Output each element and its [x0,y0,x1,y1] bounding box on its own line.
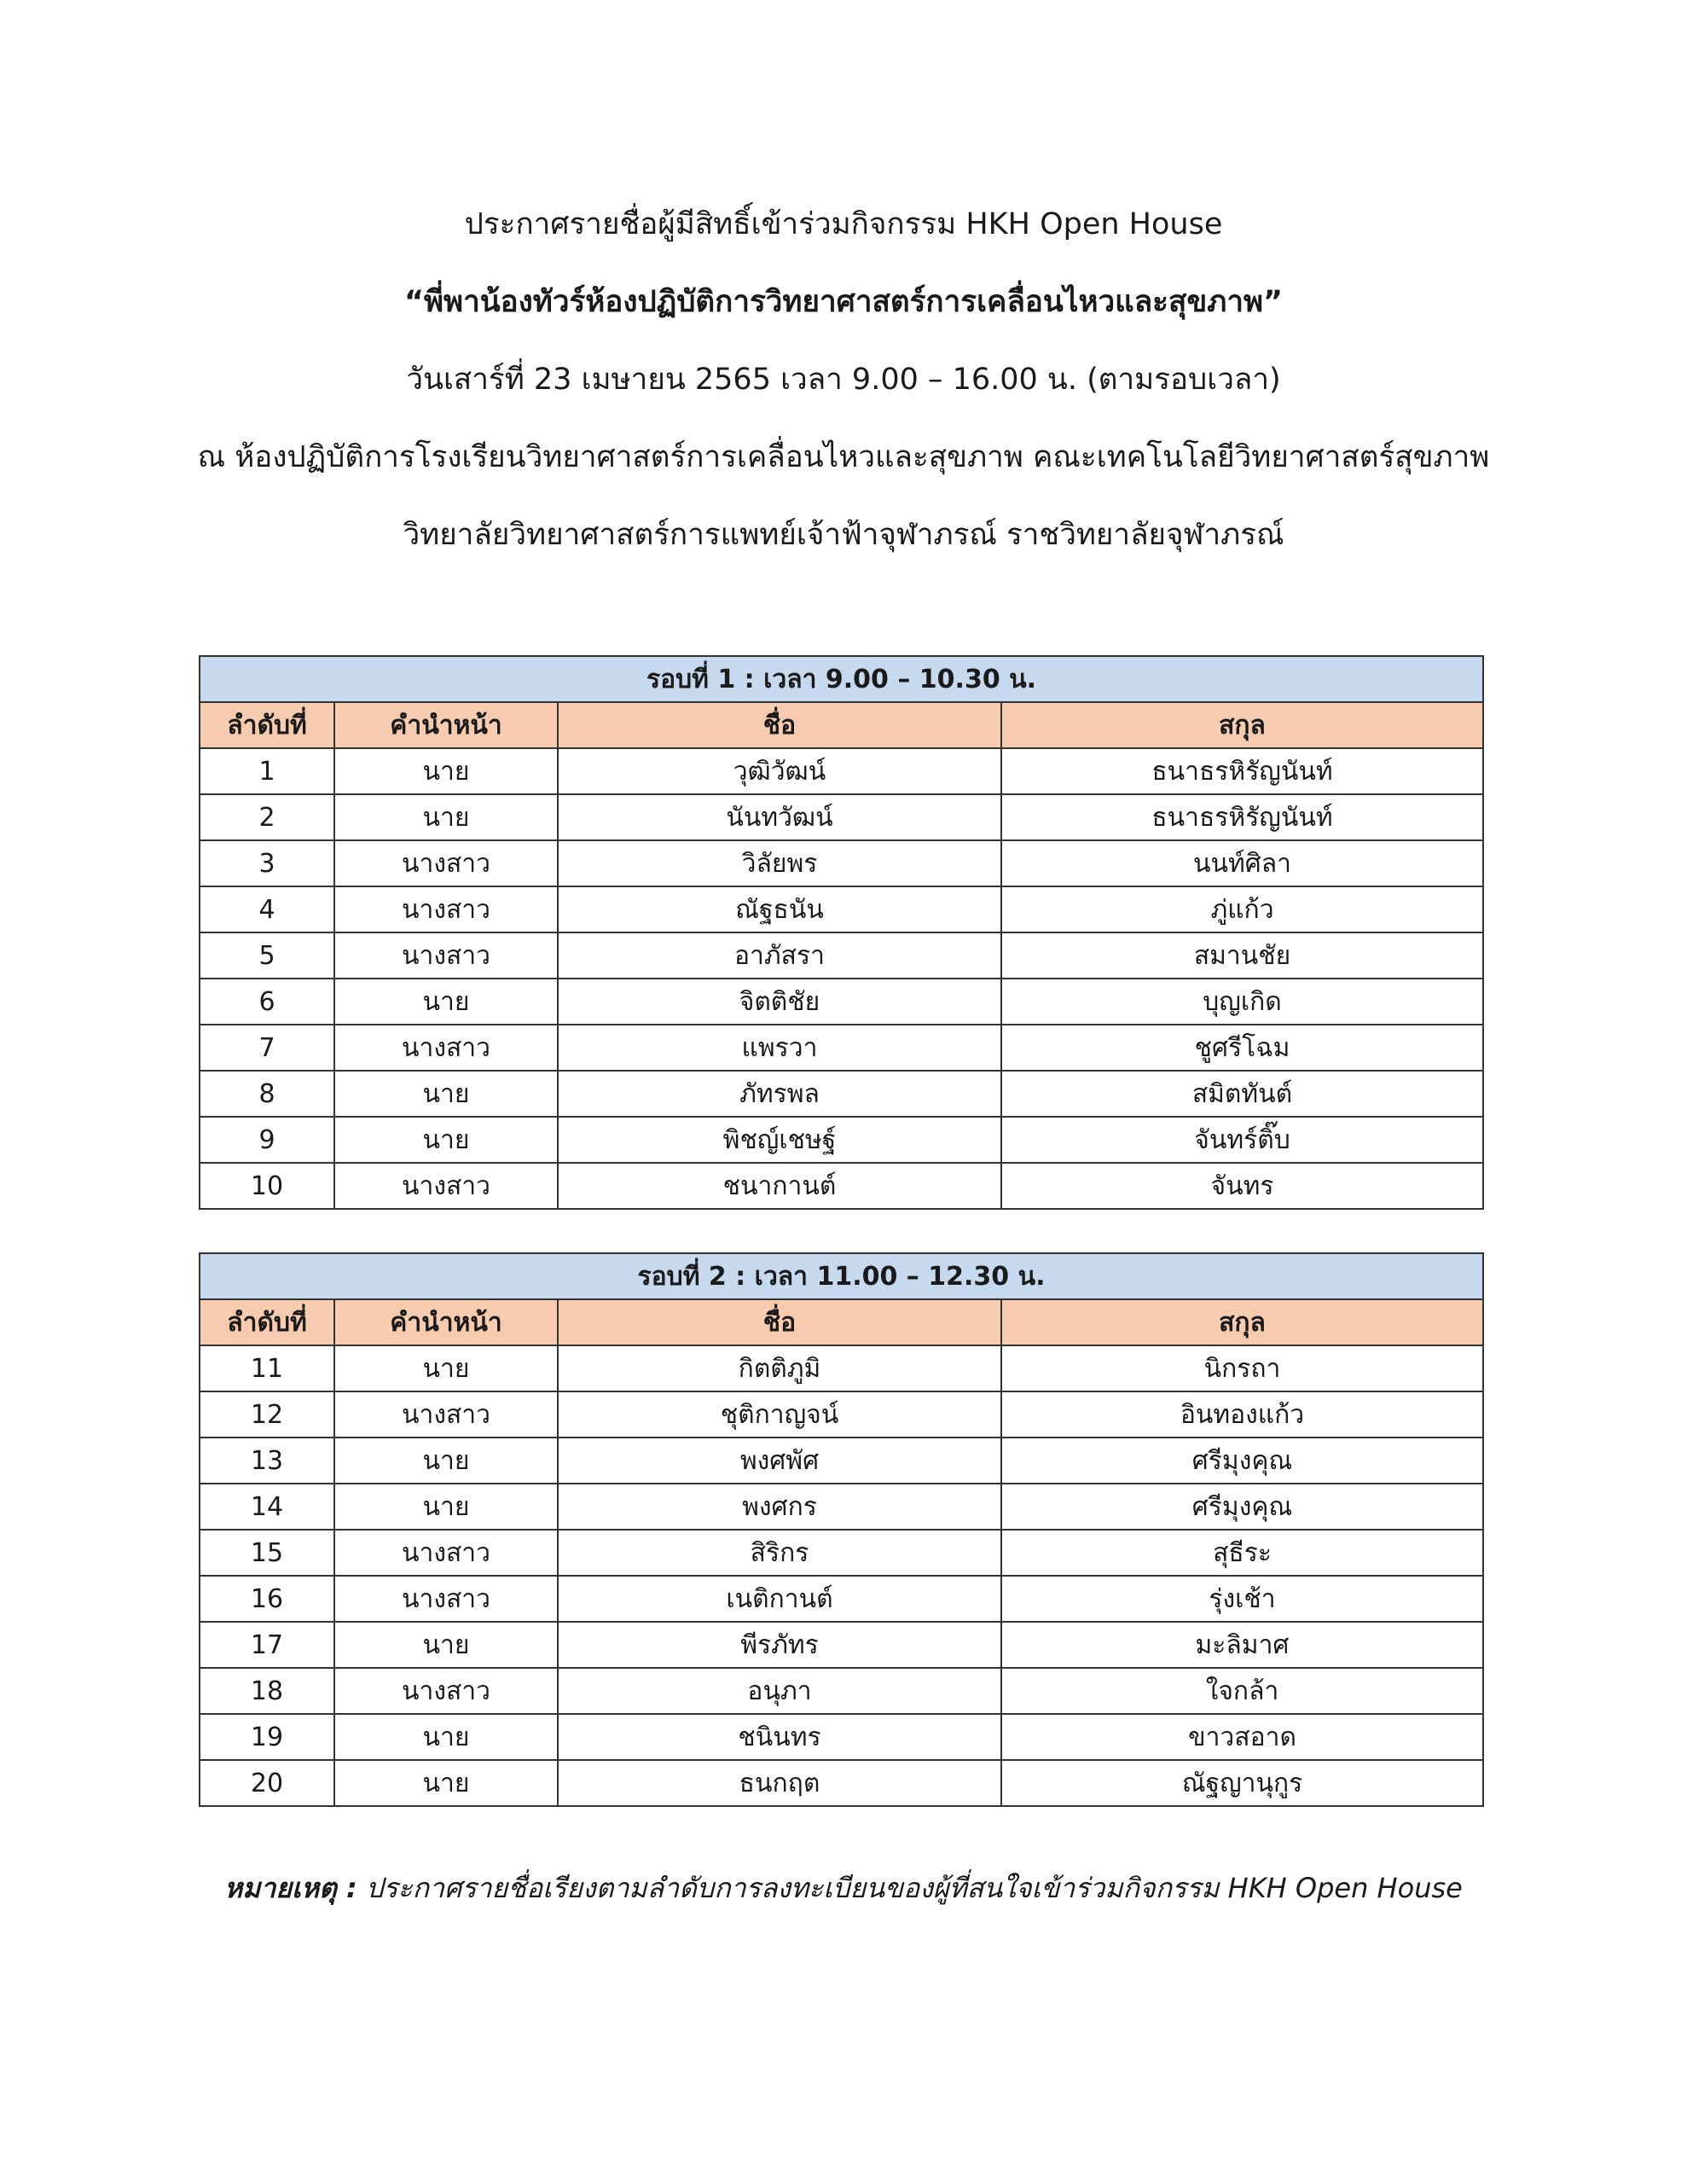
cell-first-name: ชุติกาญจน์ [558,1391,1001,1438]
cell-no: 2 [200,794,334,840]
cell-first-name: วิลัยพร [558,840,1001,886]
cell-prefix: นางสาว [334,932,558,979]
cell-first-name: พงศกร [558,1484,1001,1530]
cell-last-name: จันทร์ติ๊บ [1001,1117,1483,1163]
table-row [200,1760,1483,1806]
cell-first-name: ณัฐธนัน [558,886,1001,932]
table-row [200,748,1483,794]
column-header-no: ลำดับที่ [200,702,334,748]
cell-no: 14 [200,1484,334,1530]
cell-last-name: ธนาธรหิรัญนันท์ [1001,748,1483,794]
cell-no: 19 [200,1714,334,1760]
cell-last-name: ศรีมุงคุณ [1001,1484,1483,1530]
cell-first-name: อนุภา [558,1668,1001,1714]
cell-first-name: ชนากานต์ [558,1163,1001,1209]
cell-first-name: สิริกร [558,1530,1001,1576]
activity-name: “พี่พาน้องทัวร์ห้องปฏิบัติการวิทยาศาสตร์การเคลื่อนไหวและสุขภาพ” [403,285,1284,319]
round-title: รอบที่ 2 : เวลา 11.00 – 12.30 น. [200,1253,1483,1299]
cell-last-name: นิกรถา [1001,1345,1483,1391]
cell-last-name: นนท์ศิลา [1001,840,1483,886]
table-row [200,1576,1483,1622]
cell-last-name: ชูศรีโฉม [1001,1025,1483,1071]
cell-last-name: มะลิมาศ [1001,1622,1483,1668]
cell-last-name: ขาวสอาด [1001,1714,1483,1760]
cell-last-name: อินทองแก้ว [1001,1391,1483,1438]
cell-no: 4 [200,886,334,932]
cell-no: 15 [200,1530,334,1576]
event-location: ณ ห้องปฏิบัติการโรงเรียนวิทยาศาสตร์การเคลื่อนไหวและสุขภาพ คณะเทคโนโลยีวิทยาศาสตร์สุขภาพ [197,440,1490,474]
cell-prefix: นาย [334,1622,558,1668]
cell-first-name: ธนกฤต [558,1760,1001,1806]
table-row [200,886,1483,932]
table-row [200,1668,1483,1714]
table-row [200,840,1483,886]
cell-last-name: สุธีระ [1001,1530,1483,1576]
cell-prefix: นางสาว [334,1163,558,1209]
cell-first-name: พงศพัศ [558,1438,1001,1484]
column-header-no: ลำดับที่ [200,1299,334,1345]
cell-no: 3 [200,840,334,886]
cell-no: 10 [200,1163,334,1209]
footnote [0,1867,1687,1910]
cell-first-name: อาภัสรา [558,932,1001,979]
cell-no: 13 [200,1438,334,1484]
cell-prefix: นางสาว [334,1025,558,1071]
round-1-table [199,655,1484,1210]
cell-no: 16 [200,1576,334,1622]
cell-first-name: นันทวัฒน์ [558,794,1001,840]
table-row [200,1438,1483,1484]
cell-no: 9 [200,1117,334,1163]
footnote-label: หมายเหตุ : [224,1872,357,1904]
cell-prefix: นาย [334,1117,558,1163]
cell-prefix: นาย [334,794,558,840]
column-header-last-name: สกุล [1001,702,1483,748]
cell-prefix: นาย [334,1345,558,1391]
cell-first-name: ภัทรพล [558,1071,1001,1117]
cell-last-name: ศรีมุงคุณ [1001,1438,1483,1484]
table-row [200,1345,1483,1391]
table-row [200,1484,1483,1530]
table-row [200,1025,1483,1071]
cell-no: 1 [200,748,334,794]
cell-prefix: นาย [334,1714,558,1760]
cell-prefix: นาย [334,1484,558,1530]
cell-last-name: รุ่งเช้า [1001,1576,1483,1622]
footnote-text: ประกาศรายชื่อเรียงตามลำดับการลงทะเบียนของผู้ที่สนใจเข้าร่วมกิจกรรม HKH Open House [365,1872,1463,1904]
cell-last-name: จันทร [1001,1163,1483,1209]
table-row [200,1622,1483,1668]
cell-last-name: ภู่แก้ว [1001,886,1483,932]
cell-first-name: เนติกานต์ [558,1576,1001,1622]
cell-prefix: นาย [334,748,558,794]
cell-last-name: ใจกล้า [1001,1668,1483,1714]
cell-first-name: แพรวา [558,1025,1001,1071]
cell-last-name: ธนาธรหิรัญนันท์ [1001,794,1483,840]
column-header-row [200,702,1483,748]
cell-no: 6 [200,979,334,1025]
cell-prefix: นาย [334,1438,558,1484]
table-row [200,1714,1483,1760]
cell-no: 18 [200,1668,334,1714]
cell-first-name: ชนินทร [558,1714,1001,1760]
cell-last-name: ณัฐญานุกูร [1001,1760,1483,1806]
column-header-first-name: ชื่อ [558,1299,1001,1345]
event-institution: วิทยาลัยวิทยาศาสตร์การแพทย์เจ้าฟ้าจุฬาภรณ์ ราชวิทยาลัยจุฬาภรณ์ [403,518,1284,552]
cell-first-name: จิตติชัย [558,979,1001,1025]
cell-no: 17 [200,1622,334,1668]
column-header-first-name: ชื่อ [558,702,1001,748]
cell-first-name: พิชญ์เชษฐ์ [558,1117,1001,1163]
cell-no: 20 [200,1760,334,1806]
cell-last-name: บุญเกิด [1001,979,1483,1025]
cell-prefix: นางสาว [334,1576,558,1622]
cell-prefix: นาย [334,1071,558,1117]
cell-no: 5 [200,932,334,979]
round-2-table [199,1252,1484,1807]
table-row [200,1391,1483,1438]
table-row [200,932,1483,979]
cell-prefix: นางสาว [334,1668,558,1714]
cell-first-name: พีรภัทร [558,1622,1001,1668]
table-row [200,979,1483,1025]
cell-no: 11 [200,1345,334,1391]
event-date-time: วันเสาร์ที่ 23 เมษายน 2565 เวลา 9.00 – 16.00 น. (ตามรอบเวลา) [406,363,1281,397]
cell-last-name: สมานชัย [1001,932,1483,979]
announcement-title: ประกาศรายชื่อผู้มีสิทธิ์เข้าร่วมกิจกรรม HKH Open House [464,207,1223,241]
cell-last-name: สมิตทันต์ [1001,1071,1483,1117]
cell-no: 12 [200,1391,334,1438]
column-header-last-name: สกุล [1001,1299,1483,1345]
table-row [200,1530,1483,1576]
cell-prefix: นางสาว [334,886,558,932]
column-header-prefix: คำนำหน้า [334,1299,558,1345]
cell-first-name: กิตติภูมิ [558,1345,1001,1391]
cell-prefix: นางสาว [334,1530,558,1576]
table-row [200,794,1483,840]
cell-prefix: นางสาว [334,840,558,886]
announcement-header [0,195,1687,583]
cell-prefix: นางสาว [334,1391,558,1438]
cell-prefix: นาย [334,979,558,1025]
table-row [200,1071,1483,1117]
cell-no: 8 [200,1071,334,1117]
table-row [200,1117,1483,1163]
table-row [200,1163,1483,1209]
round-title: รอบที่ 1 : เวลา 9.00 – 10.30 น. [200,656,1483,702]
cell-prefix: นาย [334,1760,558,1806]
cell-no: 7 [200,1025,334,1071]
column-header-row [200,1299,1483,1345]
column-header-prefix: คำนำหน้า [334,702,558,748]
cell-first-name: วุฒิวัฒน์ [558,748,1001,794]
